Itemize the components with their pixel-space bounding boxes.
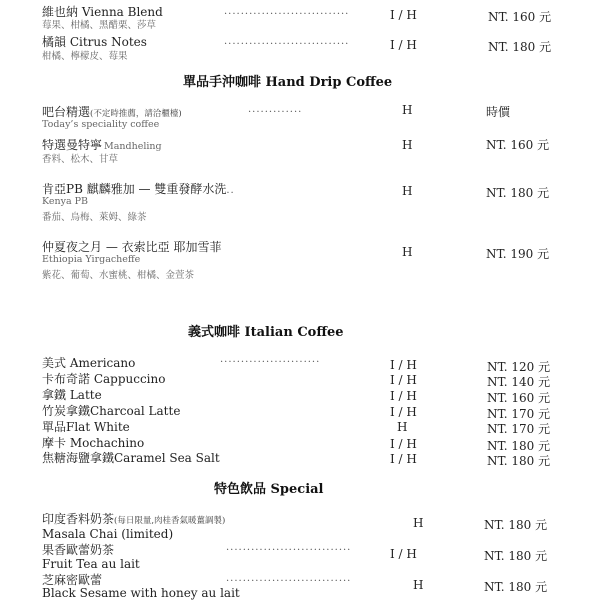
- menu-item-americano-price: NT. 120 元: [487, 360, 551, 374]
- menu-item-latte-temp: I / H: [390, 389, 417, 403]
- menu-item-citrus-price: NT. 180 元: [488, 40, 552, 54]
- menu-item-today-sub: Today’s speciality coffee: [42, 119, 160, 130]
- leader-dots: ........................: [220, 354, 321, 365]
- section-heading-italian: 義式咖啡 Italian Coffee: [188, 325, 344, 340]
- menu-item-ethiopia-price: NT. 190 元: [486, 247, 550, 261]
- menu-item-citrus-name: 橘韻 Citrus Notes: [42, 35, 147, 49]
- menu-item-kenya-price: NT. 180 元: [486, 186, 550, 200]
- menu-item-vienna-name: 維也納 Vienna Blend: [42, 5, 163, 19]
- menu-item-caramel-price: NT. 180 元: [487, 454, 551, 468]
- menu-item-mandheling-desc: 香料、松木、甘草: [42, 154, 119, 165]
- menu-item-vienna-temp: I / H: [390, 8, 417, 22]
- menu-item-masala-note: (每日限量,肉桂香氣暖薑調製): [114, 516, 226, 526]
- menu-item-kenya-temp: H: [402, 184, 413, 198]
- menu-item-latte-name: 拿鐵 Latte: [42, 388, 102, 402]
- menu-item-americano-temp: I / H: [390, 358, 417, 372]
- menu-item-ethiopia-name: 仲夏夜之月 — 衣索比亞 耶加雪菲: [42, 240, 222, 254]
- menu-item-mocha-price: NT. 180 元: [487, 439, 551, 453]
- menu-item-masala-price: NT. 180 元: [484, 518, 548, 532]
- menu-item-masala-sub: Masala Chai (limited): [42, 527, 174, 541]
- menu-item-citrus-desc: 柑橘、檸檬皮、莓果: [42, 51, 128, 62]
- menu-item-caramel-temp: I / H: [390, 452, 417, 466]
- menu-item-today-note: (不定時推薦，請洽櫃檯): [90, 109, 182, 119]
- menu-item-today-name: 吧台精選(不定時推薦，請洽櫃檯): [42, 105, 182, 119]
- menu-item-americano-name: 美式 Americano: [42, 356, 136, 370]
- menu-item-today-temp: H: [402, 103, 413, 117]
- leader-dots: ..............................: [224, 36, 350, 47]
- menu-item-masala-name: 印度香料奶茶(每日限量,肉桂香氣暖薑調製): [42, 512, 226, 526]
- menu-item-kenya-sub: Kenya PB: [42, 196, 89, 207]
- menu-item-vienna-price: NT. 160 元: [488, 10, 552, 24]
- menu-item-cappuccino-name: 卡布奇諾 Cappuccino: [42, 372, 166, 386]
- leader-dots: ..: [226, 185, 235, 196]
- menu-item-mandheling-price: NT. 160 元: [486, 138, 550, 152]
- menu-item-flatwhite-temp: H: [397, 420, 408, 434]
- menu-item-fruit-tea-sub: Fruit Tea au lait: [42, 557, 140, 571]
- menu-item-sesame-sub: Black Sesame with honey au lait: [42, 586, 240, 600]
- menu-item-vienna-desc: 莓果、柑橘、黑醋栗、莎草: [42, 20, 157, 31]
- menu-item-charcoal-temp: I / H: [390, 405, 417, 419]
- menu-item-mandheling-en: Mandheling: [104, 141, 162, 152]
- menu-item-fruit-tea-price: NT. 180 元: [484, 549, 548, 563]
- menu-item-cappuccino-temp: I / H: [390, 373, 417, 387]
- leader-dots: .............: [248, 104, 303, 115]
- menu-item-kenya-name: 肯亞PB 麒麟雅加 — 雙重發酵水洗..: [42, 182, 235, 196]
- menu-item-flatwhite-name: 單品Flat White: [42, 420, 130, 434]
- menu-item-ethiopia-temp: H: [402, 245, 413, 259]
- menu-item-cappuccino-price: NT. 140 元: [487, 375, 551, 389]
- leader-dots: ..............................: [224, 6, 350, 17]
- menu-item-mandheling-name: 特選曼特寧 Mandheling: [42, 138, 162, 152]
- menu-item-ethiopia-desc: 紫花、葡萄、水蜜桃、柑橘、金萱茶: [42, 270, 195, 281]
- menu-item-fruit-tea-temp: I / H: [390, 547, 417, 561]
- menu-item-mandheling-temp: H: [402, 138, 413, 152]
- menu-item-sesame-name: 芝麻密歐蕾: [42, 573, 103, 587]
- menu-item-sesame-temp: H: [413, 578, 424, 592]
- menu-item-today-price: 時價: [486, 105, 511, 119]
- leader-dots: ..............................: [226, 542, 352, 553]
- menu-item-sesame-price: NT. 180 元: [484, 580, 548, 594]
- menu-item-masala-temp: H: [413, 516, 424, 530]
- section-heading-hand-drip: 單品手沖咖啡 Hand Drip Coffee: [183, 75, 393, 90]
- menu-item-mocha-temp: I / H: [390, 437, 417, 451]
- menu-item-mocha-name: 摩卡 Mochachino: [42, 436, 145, 450]
- menu-item-flatwhite-price: NT. 170 元: [487, 422, 551, 436]
- menu-item-charcoal-name: 竹炭拿鐵Charcoal Latte: [42, 404, 181, 418]
- menu-item-charcoal-price: NT. 170 元: [487, 407, 551, 421]
- menu-item-kenya-desc: 番茄、烏梅、萊姆、綠茶: [42, 212, 147, 223]
- leader-dots: ..............................: [226, 573, 352, 584]
- section-heading-special: 特色飲品 Special: [214, 482, 324, 497]
- menu-item-citrus-temp: I / H: [390, 38, 417, 52]
- menu-item-latte-price: NT. 160 元: [487, 391, 551, 405]
- menu-item-ethiopia-sub: Ethiopia Yirgacheffe: [42, 254, 141, 265]
- menu-item-fruit-tea-name: 果香歐蕾奶茶: [42, 543, 115, 557]
- menu-item-caramel-name: 焦糖海鹽拿鐵Caramel Sea Salt: [42, 451, 220, 465]
